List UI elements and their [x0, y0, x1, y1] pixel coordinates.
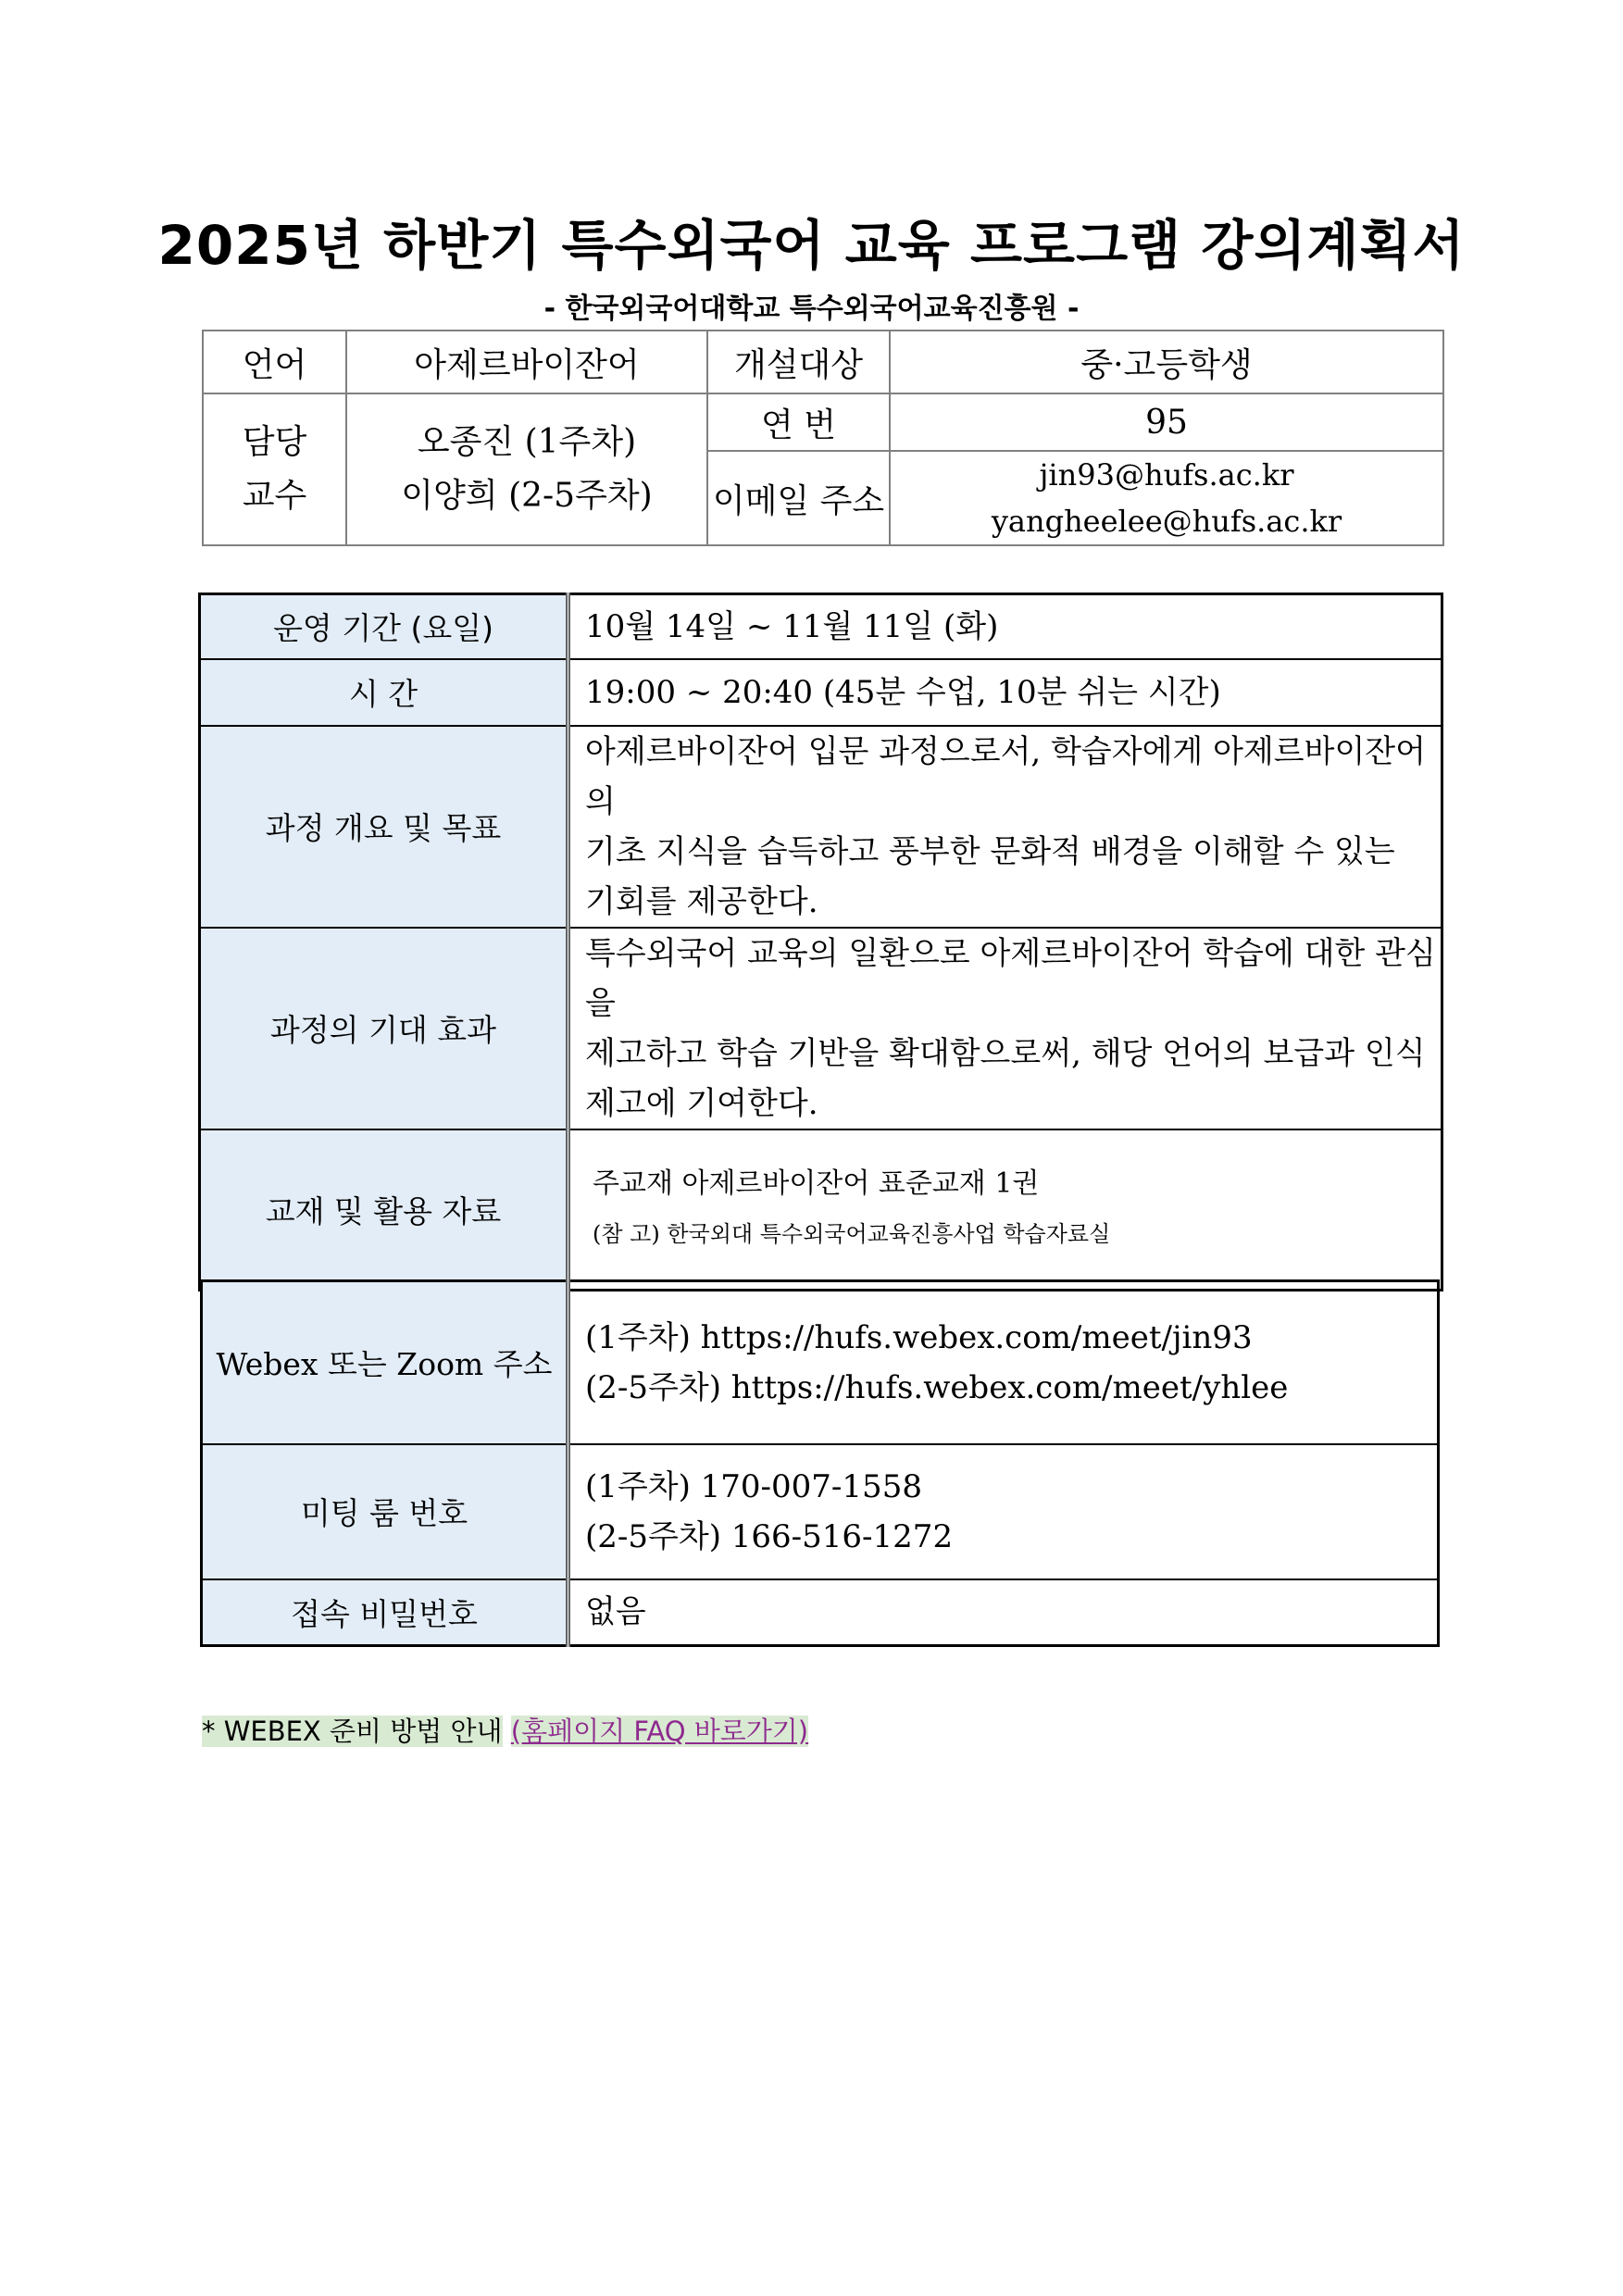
phone-value: 95 — [890, 393, 1443, 451]
room-label: 미팅 룸 번호 — [202, 1444, 568, 1579]
password-value: 없음 — [568, 1579, 1439, 1646]
professor-label-line1: 담당 — [242, 423, 307, 461]
faq-link[interactable]: (홈페이지 FAQ 바로가기) — [510, 1716, 809, 1747]
page-subtitle: - 한국외국어대학교 특수외국어교육진흥원 - — [543, 293, 1080, 325]
professor-2: 이양희 (2-5주차) — [401, 477, 653, 515]
materials-ref: (참 고) 한국외대 특수외국어교육진흥사업 학습자료실 — [593, 1221, 1111, 1248]
effect-value — [568, 928, 1442, 1129]
effect-line: 제고하고 학습 기반을 확대함으로써, 해당 언어의 보급과 인식 — [585, 1034, 1426, 1072]
email-1: jin93@hufs.ac.kr — [1039, 457, 1294, 493]
url-label: Webex 또는 Zoom 주소 — [202, 1281, 568, 1444]
meeting-url-2[interactable]: (2-5주차) https://hufs.webex.com/meet/yhlee — [585, 1368, 1289, 1406]
time-value: 19:00 ~ 20:40 (45분 수업, 10분 쉬는 시간) — [568, 659, 1442, 726]
email-label: 이메일 주소 — [707, 451, 890, 545]
language-label: 언어 — [203, 331, 346, 393]
overview-line: 기회를 제공한다. — [585, 882, 818, 920]
email-values — [890, 451, 1443, 545]
professor-1: 오종진 (1주차) — [417, 423, 637, 461]
target-label: 개설대상 — [707, 331, 890, 393]
room-values — [568, 1444, 1439, 1579]
materials-label: 교재 및 활용 자료 — [200, 1129, 568, 1291]
password-label: 접속 비밀번호 — [202, 1579, 568, 1646]
meeting-url-1[interactable]: (1주차) https://hufs.webex.com/meet/jin93 — [585, 1318, 1253, 1356]
effect-line: 제고에 기여한다. — [585, 1084, 818, 1122]
language-value: 아제르바이잔어 — [346, 331, 707, 393]
effect-line: 특수외국어 교육의 일환으로 아제르바이잔어 학습에 대한 관심을 — [585, 934, 1436, 1022]
email-2: yangheelee@hufs.ac.kr — [991, 504, 1342, 539]
period-label: 운영 기간 (요일) — [200, 594, 568, 659]
course-table — [198, 593, 1443, 1292]
room-number-1: (1주차) 170-007-1558 — [585, 1467, 922, 1505]
materials-main: 주교재 아제르바이잔어 표준교재 1권 — [593, 1167, 1040, 1201]
effect-label: 과정의 기대 효과 — [200, 928, 568, 1129]
url-values — [568, 1281, 1439, 1444]
info-table — [202, 330, 1444, 546]
page-title: 2025년 하반기 특수외국어 교육 프로그램 강의계획서 — [157, 214, 1466, 277]
professor-names — [346, 393, 707, 545]
overview-value — [568, 726, 1442, 928]
room-number-2: (2-5주차) 166-516-1272 — [585, 1517, 954, 1555]
online-table — [200, 1279, 1440, 1647]
overview-label: 과정 개요 및 목표 — [200, 726, 568, 928]
professor-label-line2: 교수 — [242, 477, 307, 515]
overview-line: 기초 지식을 습득하고 풍부한 문화적 배경을 이해할 수 있는 — [585, 832, 1395, 870]
time-label: 시 간 — [200, 659, 568, 726]
target-value: 중·고등학생 — [890, 331, 1443, 393]
phone-label: 연 번 — [707, 393, 890, 451]
materials-value — [568, 1129, 1442, 1291]
professor-label — [203, 393, 346, 545]
footer-note — [202, 1711, 808, 1749]
webex-guide-text: * WEBEX 준비 방법 안내 — [202, 1716, 503, 1747]
overview-line: 아제르바이잔어 입문 과정으로서, 학습자에게 아제르바이잔어의 — [585, 732, 1426, 820]
period-value: 10월 14일 ~ 11월 11일 (화) — [568, 594, 1442, 659]
